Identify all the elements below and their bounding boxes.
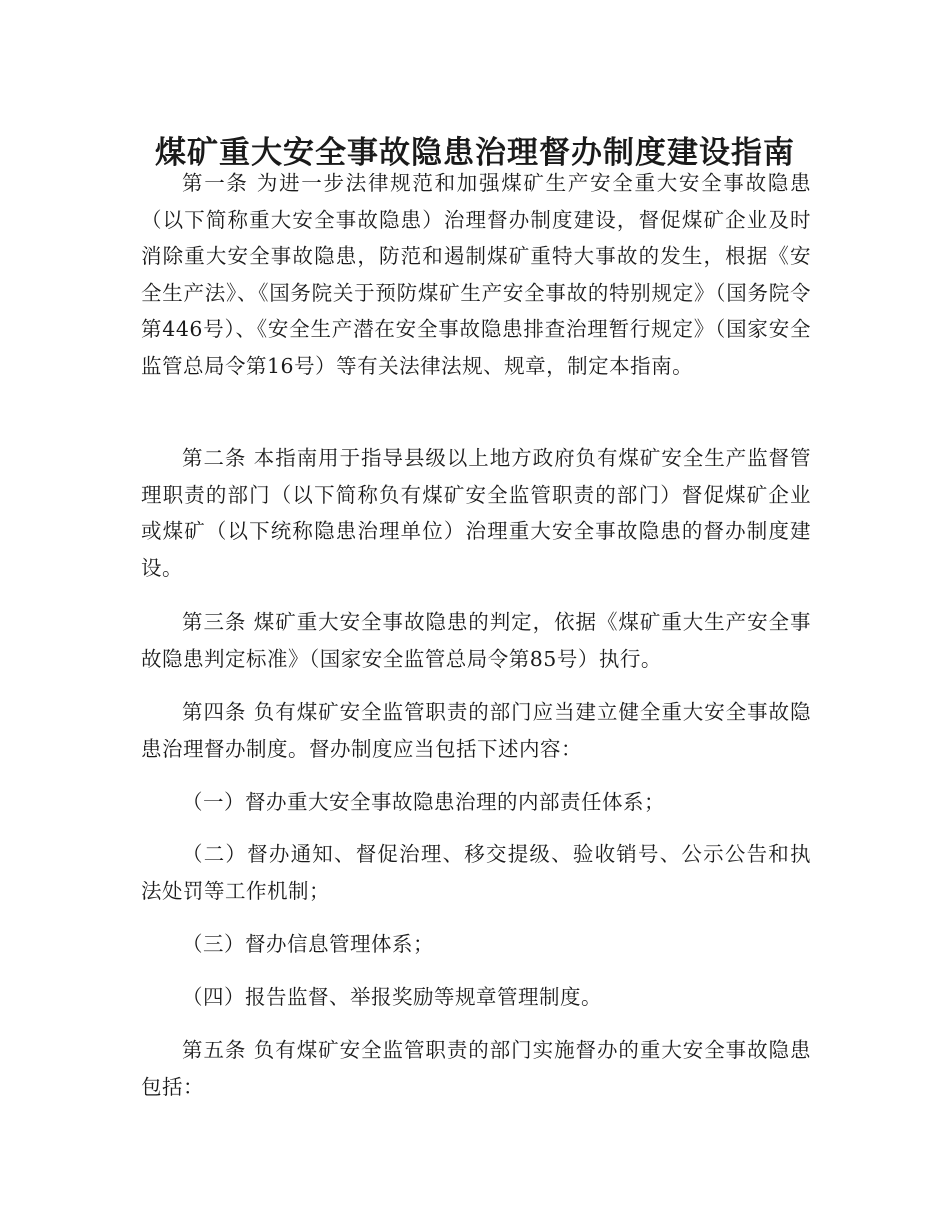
list-item-3: （三）督办信息管理体系； (182, 932, 434, 956)
article-2-paragraph: 第二条 本指南用于指导县级以上地方政府负有煤矿安全生产监督管理职责的部门（以下简称负有煤矿安全监管职责的部门）督促煤矿企业或煤矿（以下统称隐患治理单位）治理重大安全事故隐患的督办制度建设。 (141, 446, 811, 580)
article-1-paragraph: 第一条 为进一步法律规范和加强煤矿生产安全重大安全事故隐患（以下简称重大安全事故隐患）治理督办制度建设，督促煤矿企业及时消除重大安全事故隐患，防范和遏制煤矿重特大事故的发生，根据《安全生产法》、《国务院关于预防煤矿生产安全事故的特别规定》（国务院令第446号）、《安全生产潜在安全事故隐患排查治理暂行规定》（国家安全监管总局令第16号）等有关法律法规、规章，制定本指南。 (141, 171, 811, 378)
list-item-1: （一）督办重大安全事故隐患治理的内部责任体系； (182, 790, 665, 814)
article-3-paragraph: 第三条 煤矿重大安全事故隐患的判定，依据《煤矿重大生产安全事故隐患判定标准》（国家安全监管总局令第85号）执行。 (141, 610, 811, 671)
document-title: 煤矿重大安全事故隐患治理督办制度建设指南 (155, 134, 795, 171)
list-item-2: （二）督办通知、督促治理、移交提级、验收销号、公示公告和执法处罚等工作机制； (141, 842, 811, 903)
article-4-paragraph: 第四条 负有煤矿安全监管职责的部门应当建立健全重大安全事故隐患治理督办制度。督办制度应当包括下述内容： (141, 700, 811, 761)
article-5-paragraph: 第五条 负有煤矿安全监管职责的部门实施督办的重大安全事故隐患包括： (141, 1038, 811, 1099)
list-item-4: （四）报告监督、举报奖励等规章管理制度。 (182, 985, 602, 1009)
